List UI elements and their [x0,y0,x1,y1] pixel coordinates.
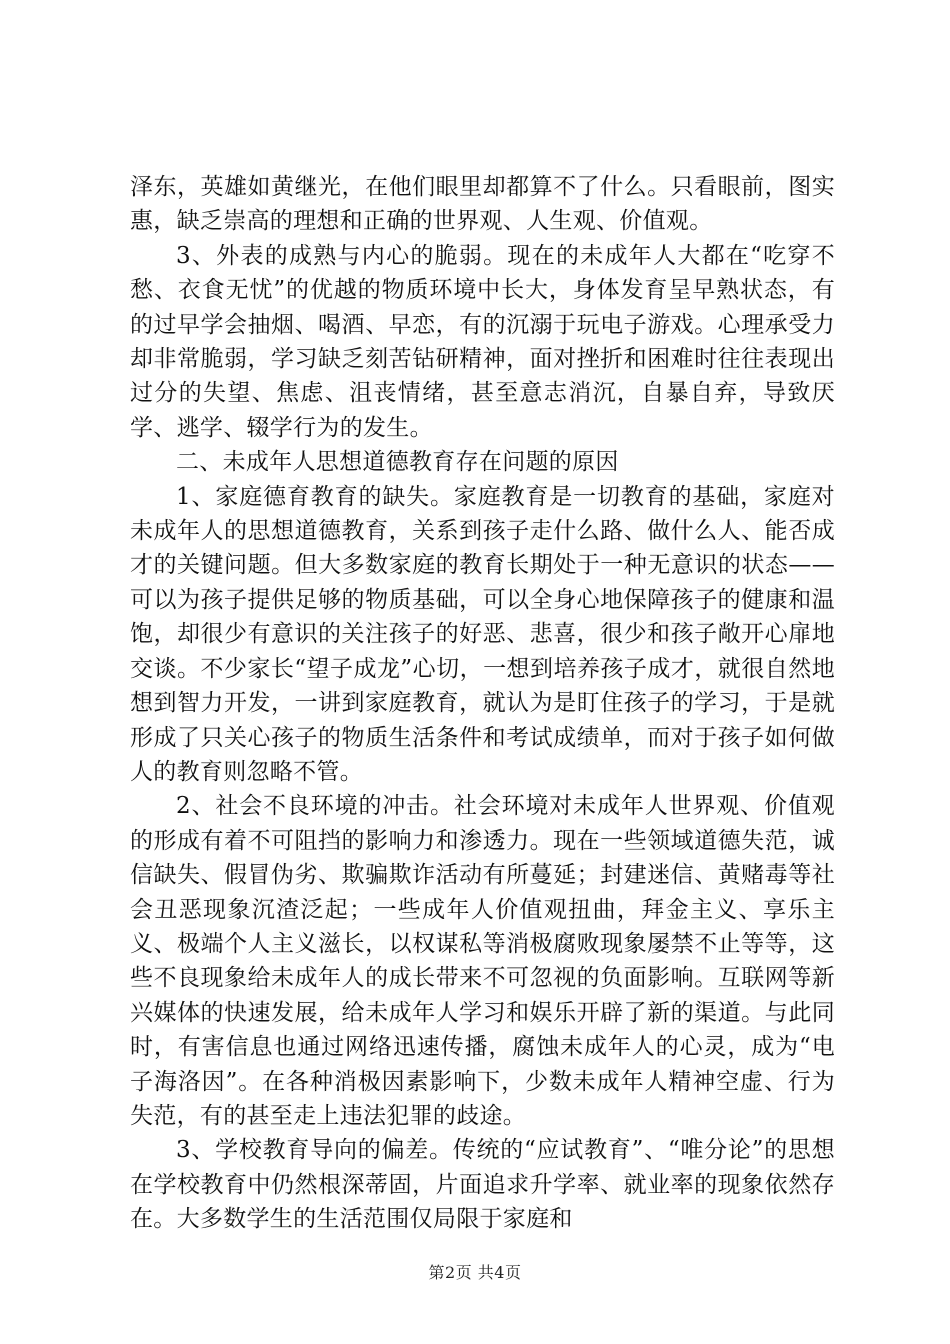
paragraph-point-3-maturity: 3、外表的成熟与内心的脆弱。现在的未成年人大都在“吃穿不愁、衣食无忧”的优越的物质环境中长大，身体发育呈早熟状态，有的过早学会抽烟、喝酒、早恋，有的沉溺于玩电子游戏。心理承受力却非常脆弱，学习缺乏刻苦钻研精神，面对挫折和困难时往往表现出过分的失望、焦虑、沮丧情绪，甚至意志消沉，自暴自弃，导致厌学、逃学、辍学行为的发生。 [130,242,835,441]
document-body [130,170,835,1237]
paragraph-continuation: 泽东，英雄如黄继光，在他们眼里却都算不了什么。只看眼前，图实惠，缺乏崇高的理想和正确的世界观、人生观、价值观。 [130,174,835,235]
page-footer: 第2页 共4页 [428,1263,522,1282]
paragraph-cause-2-society: 2、社会不良环境的冲击。社会环境对未成年人世界观、价值观的形成有着不可阻挡的影响力和渗透力。现在一些领域道德失范，诚信缺失、假冒伪劣、欺骗欺诈活动有所蔓延；封建迷信、黄赌毒等社会丑恶现象沉渣泛起；一些成年人价值观扭曲，拜金主义、享乐主义、极端个人主义滋长，以权谋私等消极腐败现象屡禁不止等等，这些不良现象给未成年人的成长带来不可忽视的负面影响。互联网等新兴媒体的快速发展，给未成年人学习和娱乐开辟了新的渠道。与此同时，有害信息也通过网络迅速传播，腐蚀未成年人的心灵，成为“电子海洛因”。在各种消极因素影响下，少数未成年人精神空虚、行为失范，有的甚至走上违法犯罪的歧途。 [130,793,835,1129]
section-heading-causes: 二、未成年人思想道德教育存在问题的原因 [176,449,619,476]
paragraph-cause-3-school: 3、学校教育导向的偏差。传统的“应试教育”、“唯分论”的思想在学校教育中仍然根深蒂固，片面追求升学率、就业率的现象依然存在。大多数学生的生活范围仅局限于家庭和 [130,1137,835,1233]
paragraph-cause-1-family: 1、家庭德育教育的缺失。家庭教育是一切教育的基础，家庭对未成年人的思想道德教育，关系到孩子走什么路、做什么人、能否成才的关键问题。但大多数家庭的教育长期处于一种无意识的状态——可以为孩子提供足够的物质基础，可以全身心地保障孩子的健康和温饱，却很少有意识的关注孩子的好恶、悲喜，很少和孩子敞开心扉地交谈。不少家长“望子成龙”心切，一想到培养孩子成才，就很自然地想到智力开发，一讲到家庭教育，就认为是盯住孩子的学习，于是就形成了只关心孩子的物质生活条件和考试成绩单，而对于孩子如何做人的教育则忽略不管。 [130,483,835,785]
